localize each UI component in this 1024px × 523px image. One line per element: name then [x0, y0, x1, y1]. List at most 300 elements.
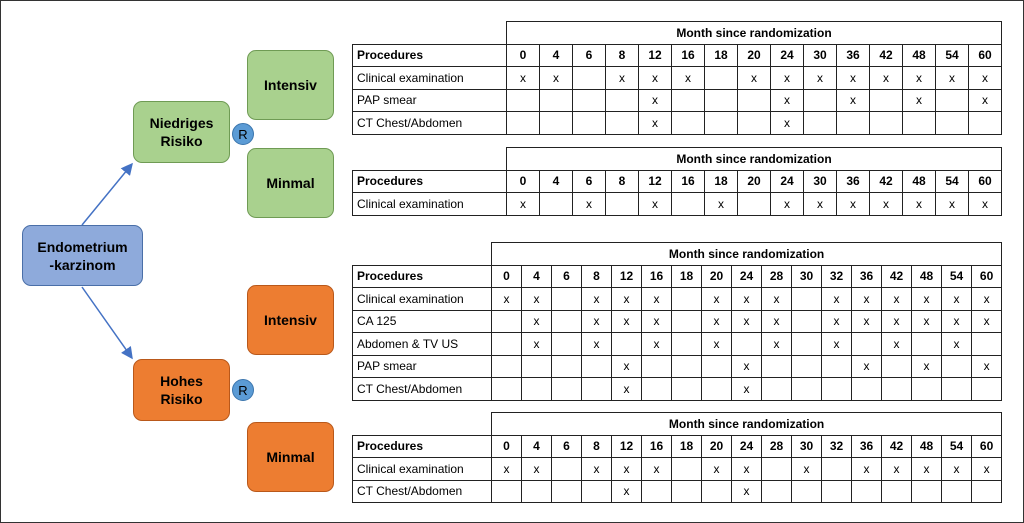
procedure-name-cell: CA 125 — [353, 310, 492, 333]
schedule-mark-cell — [882, 480, 912, 503]
schedule-mark-cell — [792, 310, 822, 333]
schedule-mark-cell — [762, 458, 792, 481]
schedule-mark-cell: x — [912, 288, 942, 311]
schedule-mark-cell — [522, 378, 552, 401]
schedule-mark-cell — [522, 355, 552, 378]
schedule-mark-cell — [705, 112, 738, 135]
schedule-mark-cell: x — [732, 378, 762, 401]
schedule-mark-cell — [573, 89, 606, 112]
schedule-mark-cell: x — [882, 458, 912, 481]
schedule-mark-cell — [606, 89, 639, 112]
low-minimal-arm-label: Minmal — [266, 175, 315, 191]
schedule-mark-cell — [672, 310, 702, 333]
month-header-cell: 48 — [903, 44, 936, 67]
table-header-row — [353, 44, 1002, 67]
table-row — [353, 378, 1002, 401]
high-intensive-arm-label: Intensiv — [264, 312, 317, 328]
schedule-mark-cell — [882, 378, 912, 401]
schedule-mark-cell — [573, 67, 606, 90]
schedule-mark-cell: x — [870, 193, 903, 216]
month-header-cell: 36 — [837, 170, 870, 193]
schedule-mark-cell — [822, 378, 852, 401]
month-header-cell: 4 — [540, 44, 573, 67]
procedure-name-cell: Clinical examination — [353, 67, 507, 90]
schedule-mark-cell: x — [639, 112, 672, 135]
month-header-cell: 42 — [882, 435, 912, 458]
schedule-mark-cell: x — [612, 458, 642, 481]
schedule-mark-cell: x — [522, 310, 552, 333]
schedule-mark-cell: x — [771, 193, 804, 216]
schedule-mark-cell — [936, 89, 969, 112]
schedule-mark-cell — [762, 378, 792, 401]
schedule-mark-cell — [942, 480, 972, 503]
schedule-mark-cell — [552, 378, 582, 401]
schedule-mark-cell — [672, 288, 702, 311]
schedule-mark-cell: x — [972, 288, 1002, 311]
schedule-mark-cell: x — [612, 288, 642, 311]
schedule-mark-cell — [738, 193, 771, 216]
schedule-mark-cell — [738, 89, 771, 112]
table-row — [353, 355, 1002, 378]
schedule-mark-cell — [582, 355, 612, 378]
schedule-mark-cell: x — [972, 355, 1002, 378]
schedule-mark-cell: x — [612, 480, 642, 503]
schedule-mark-cell — [792, 480, 822, 503]
procedure-name-cell: Clinical examination — [353, 288, 492, 311]
month-header-cell: 20 — [738, 44, 771, 67]
schedule-mark-cell: x — [942, 310, 972, 333]
schedule-mark-cell: x — [582, 333, 612, 356]
schedule-mark-cell — [492, 355, 522, 378]
arrow-to-low-risk — [82, 164, 132, 225]
schedule-mark-cell: x — [639, 67, 672, 90]
schedule-mark-cell — [912, 378, 942, 401]
schedule-mark-cell — [582, 480, 612, 503]
month-header-cell: 4 — [522, 265, 552, 288]
schedule-mark-cell: x — [762, 288, 792, 311]
schedule-mark-cell: x — [612, 310, 642, 333]
schedule-mark-cell: x — [573, 193, 606, 216]
schedule-mark-cell — [822, 480, 852, 503]
schedule-mark-cell — [762, 355, 792, 378]
arrow-to-high-risk — [82, 287, 132, 358]
schedule-mark-cell: x — [852, 458, 882, 481]
schedule-mark-cell — [972, 333, 1002, 356]
schedule-mark-cell: x — [903, 67, 936, 90]
table-row — [353, 112, 1002, 135]
procedures-header: Procedures — [353, 170, 507, 193]
schedule-mark-cell — [606, 112, 639, 135]
schedule-mark-cell — [942, 378, 972, 401]
schedule-mark-cell: x — [804, 193, 837, 216]
month-header-cell: 54 — [936, 44, 969, 67]
endometrium-carcinoma-box — [22, 225, 143, 286]
schedule-mark-cell: x — [822, 310, 852, 333]
schedule-mark-cell — [903, 112, 936, 135]
schedule-mark-cell — [642, 480, 672, 503]
month-header-cell: 0 — [507, 170, 540, 193]
schedule-mark-cell: x — [837, 67, 870, 90]
month-header-cell: 0 — [507, 44, 540, 67]
low-risk-box — [133, 101, 230, 163]
table-row — [353, 67, 1002, 90]
month-header-cell: 4 — [522, 435, 552, 458]
month-header-cell: 8 — [582, 435, 612, 458]
schedule-mark-cell: x — [972, 458, 1002, 481]
schedule-mark-cell — [606, 193, 639, 216]
low-intensive-arm-label: Intensiv — [264, 77, 317, 93]
month-header-cell: 18 — [705, 170, 738, 193]
schedule-mark-cell — [705, 67, 738, 90]
schedule-mark-cell: x — [702, 310, 732, 333]
month-header-cell: 24 — [771, 170, 804, 193]
schedule-mark-cell: x — [882, 333, 912, 356]
month-header-cell: 30 — [804, 170, 837, 193]
schedule-mark-cell — [870, 112, 903, 135]
schedule-mark-cell — [792, 333, 822, 356]
schedule-mark-cell: x — [522, 458, 552, 481]
month-header-cell: 0 — [492, 435, 522, 458]
schedule-mark-cell — [804, 89, 837, 112]
schedule-mark-cell: x — [903, 89, 936, 112]
schedule-mark-cell — [912, 333, 942, 356]
schedule-mark-cell — [804, 112, 837, 135]
schedule-mark-cell: x — [492, 458, 522, 481]
schedule-mark-cell: x — [672, 67, 705, 90]
schedule-table-high-intensive — [352, 242, 1002, 401]
procedure-name-cell: PAP smear — [353, 355, 492, 378]
month-header-cell: 54 — [942, 265, 972, 288]
month-header-cell: 18 — [705, 44, 738, 67]
month-header-cell: 4 — [540, 170, 573, 193]
schedule-table-low-intensive — [352, 21, 1002, 135]
month-header-cell: 36 — [837, 44, 870, 67]
schedule-mark-cell: x — [492, 288, 522, 311]
month-header-cell: 20 — [702, 265, 732, 288]
schedule-mark-cell: x — [762, 333, 792, 356]
month-header-cell: 30 — [804, 44, 837, 67]
table-title: Month since randomization — [492, 243, 1002, 266]
schedule-mark-cell: x — [822, 333, 852, 356]
schedule-table-high-minimal — [352, 412, 1002, 503]
schedule-mark-cell — [936, 112, 969, 135]
schedule-mark-cell: x — [771, 67, 804, 90]
month-header-cell: 36 — [852, 435, 882, 458]
schedule-mark-cell: x — [882, 310, 912, 333]
schedule-mark-cell: x — [732, 480, 762, 503]
schedule-mark-cell — [702, 480, 732, 503]
schedule-table-low-minimal — [352, 147, 1002, 216]
month-header-cell: 42 — [882, 265, 912, 288]
month-header-cell: 28 — [762, 265, 792, 288]
month-header-cell: 16 — [642, 435, 672, 458]
month-header-cell: 24 — [732, 265, 762, 288]
schedule-mark-cell — [792, 288, 822, 311]
month-header-cell: 16 — [672, 170, 705, 193]
table-header-row — [353, 435, 1002, 458]
schedule-mark-cell: x — [771, 112, 804, 135]
schedule-mark-cell: x — [639, 193, 672, 216]
procedure-name-cell: CT Chest/Abdomen — [353, 480, 492, 503]
schedule-mark-cell: x — [912, 355, 942, 378]
schedule-mark-cell — [642, 378, 672, 401]
schedule-mark-cell — [672, 480, 702, 503]
high-risk-box — [133, 359, 230, 421]
schedule-mark-cell: x — [837, 193, 870, 216]
endometrium-carcinoma-label: Endometrium -karzinom — [37, 238, 128, 273]
schedule-mark-cell — [822, 458, 852, 481]
month-header-cell: 12 — [639, 170, 672, 193]
schedule-mark-cell — [969, 112, 1002, 135]
schedule-mark-cell — [882, 355, 912, 378]
schedule-mark-cell — [492, 333, 522, 356]
schedule-mark-cell: x — [870, 67, 903, 90]
schedule-mark-cell: x — [969, 67, 1002, 90]
table-corner-blank — [353, 243, 492, 266]
schedule-mark-cell — [492, 378, 522, 401]
month-header-cell: 54 — [942, 435, 972, 458]
schedule-mark-cell: x — [732, 310, 762, 333]
schedule-mark-cell — [837, 112, 870, 135]
month-header-cell: 24 — [732, 435, 762, 458]
month-header-cell: 24 — [771, 44, 804, 67]
low-minimal-arm-box — [247, 148, 334, 218]
schedule-mark-cell — [732, 333, 762, 356]
schedule-mark-cell — [792, 355, 822, 378]
table-corner-blank — [353, 148, 507, 171]
schedule-mark-cell — [672, 193, 705, 216]
schedule-mark-cell — [672, 333, 702, 356]
schedule-mark-cell: x — [771, 89, 804, 112]
schedule-mark-cell: x — [936, 67, 969, 90]
procedure-name-cell: Abdomen & TV US — [353, 333, 492, 356]
procedures-header: Procedures — [353, 265, 492, 288]
schedule-mark-cell: x — [837, 89, 870, 112]
schedule-mark-cell — [642, 355, 672, 378]
month-header-cell: 20 — [738, 170, 771, 193]
high-intensive-arm-box — [247, 285, 334, 355]
schedule-mark-cell — [672, 355, 702, 378]
schedule-mark-cell: x — [507, 67, 540, 90]
schedule-mark-cell — [912, 480, 942, 503]
procedure-name-cell: Clinical examination — [353, 458, 492, 481]
table-corner-blank — [353, 22, 507, 45]
schedule-mark-cell — [540, 112, 573, 135]
high-risk-label: Hohes Risiko — [160, 373, 203, 407]
schedule-mark-cell: x — [702, 458, 732, 481]
schedule-mark-cell — [507, 89, 540, 112]
schedule-mark-cell: x — [582, 458, 612, 481]
schedule-mark-cell: x — [642, 310, 672, 333]
schedule-mark-cell: x — [969, 89, 1002, 112]
month-header-cell: 30 — [792, 435, 822, 458]
schedule-mark-cell — [852, 378, 882, 401]
high-minimal-arm-box — [247, 422, 334, 492]
table-header-row — [353, 265, 1002, 288]
month-header-cell: 48 — [912, 435, 942, 458]
month-header-cell: 60 — [972, 265, 1002, 288]
schedule-mark-cell: x — [762, 310, 792, 333]
schedule-mark-cell: x — [612, 355, 642, 378]
schedule-mark-cell — [702, 355, 732, 378]
month-header-cell: 8 — [606, 44, 639, 67]
schedule-mark-cell: x — [792, 458, 822, 481]
schedule-mark-cell: x — [822, 288, 852, 311]
schedule-mark-cell: x — [942, 458, 972, 481]
schedule-mark-cell — [852, 333, 882, 356]
schedule-mark-cell — [507, 112, 540, 135]
schedule-mark-cell: x — [804, 67, 837, 90]
randomization-circle-low: R — [232, 123, 254, 145]
schedule-mark-cell: x — [732, 355, 762, 378]
schedule-mark-cell — [738, 112, 771, 135]
schedule-mark-cell: x — [702, 333, 732, 356]
schedule-mark-cell: x — [969, 193, 1002, 216]
schedule-mark-cell — [552, 333, 582, 356]
month-header-cell: 6 — [573, 170, 606, 193]
month-header-cell: 18 — [672, 265, 702, 288]
schedule-mark-cell — [552, 458, 582, 481]
schedule-mark-cell: x — [642, 288, 672, 311]
schedule-mark-cell — [972, 480, 1002, 503]
schedule-mark-cell: x — [852, 288, 882, 311]
month-header-cell: 6 — [552, 265, 582, 288]
schedule-mark-cell: x — [852, 355, 882, 378]
schedule-mark-cell — [942, 355, 972, 378]
schedule-mark-cell: x — [912, 458, 942, 481]
schedule-mark-cell — [792, 378, 822, 401]
low-intensive-arm-box — [247, 50, 334, 120]
schedule-mark-cell — [672, 378, 702, 401]
schedule-mark-cell — [822, 355, 852, 378]
schedule-mark-cell: x — [582, 310, 612, 333]
table-title: Month since randomization — [507, 148, 1002, 171]
table-row — [353, 193, 1002, 216]
schedule-mark-cell — [492, 480, 522, 503]
schedule-mark-cell — [705, 89, 738, 112]
schedule-mark-cell: x — [606, 67, 639, 90]
schedule-mark-cell — [552, 355, 582, 378]
month-header-cell: 18 — [672, 435, 702, 458]
schedule-mark-cell: x — [882, 288, 912, 311]
schedule-mark-cell — [762, 480, 792, 503]
schedule-mark-cell: x — [642, 333, 672, 356]
table-row — [353, 89, 1002, 112]
table-header-row — [353, 170, 1002, 193]
month-header-cell: 6 — [552, 435, 582, 458]
schedule-mark-cell — [552, 310, 582, 333]
schedule-mark-cell: x — [936, 193, 969, 216]
schedule-mark-cell: x — [705, 193, 738, 216]
schedule-mark-cell: x — [903, 193, 936, 216]
month-header-cell: 8 — [582, 265, 612, 288]
schedule-mark-cell: x — [852, 310, 882, 333]
schedule-mark-cell — [582, 378, 612, 401]
schedule-mark-cell: x — [702, 288, 732, 311]
table-row — [353, 310, 1002, 333]
month-header-cell: 42 — [870, 170, 903, 193]
month-header-cell: 42 — [870, 44, 903, 67]
schedule-mark-cell: x — [639, 89, 672, 112]
table-corner-blank — [353, 413, 492, 436]
month-header-cell: 8 — [606, 170, 639, 193]
month-header-cell: 20 — [702, 435, 732, 458]
schedule-mark-cell — [870, 89, 903, 112]
month-header-cell: 48 — [912, 265, 942, 288]
schedule-mark-cell: x — [942, 333, 972, 356]
schedule-mark-cell — [672, 89, 705, 112]
month-header-cell: 28 — [762, 435, 792, 458]
schedule-mark-cell — [522, 480, 552, 503]
month-header-cell: 32 — [822, 435, 852, 458]
month-header-cell: 16 — [642, 265, 672, 288]
schedule-mark-cell — [492, 310, 522, 333]
schedule-mark-cell: x — [732, 288, 762, 311]
table-title: Month since randomization — [492, 413, 1002, 436]
schedule-mark-cell: x — [972, 310, 1002, 333]
schedule-mark-cell — [552, 288, 582, 311]
schedule-mark-cell: x — [540, 67, 573, 90]
month-header-cell: 12 — [639, 44, 672, 67]
table-row — [353, 333, 1002, 356]
schedule-mark-cell — [852, 480, 882, 503]
schedule-mark-cell: x — [612, 378, 642, 401]
schedule-mark-cell — [612, 333, 642, 356]
month-header-cell: 16 — [672, 44, 705, 67]
schedule-mark-cell — [540, 193, 573, 216]
table-row — [353, 288, 1002, 311]
schedule-mark-cell: x — [732, 458, 762, 481]
high-minimal-arm-label: Minmal — [266, 449, 315, 465]
month-header-cell: 12 — [612, 265, 642, 288]
table-row — [353, 458, 1002, 481]
table-title: Month since randomization — [507, 22, 1002, 45]
month-header-cell: 12 — [612, 435, 642, 458]
schedule-mark-cell — [702, 378, 732, 401]
month-header-cell: 30 — [792, 265, 822, 288]
month-header-cell: 36 — [852, 265, 882, 288]
schedule-mark-cell: x — [912, 310, 942, 333]
month-header-cell: 60 — [969, 44, 1002, 67]
randomization-circle-high: R — [232, 379, 254, 401]
month-header-cell: 60 — [969, 170, 1002, 193]
schedule-mark-cell: x — [642, 458, 672, 481]
schedule-mark-cell: x — [522, 288, 552, 311]
schedule-mark-cell: x — [582, 288, 612, 311]
schedule-mark-cell — [672, 112, 705, 135]
month-header-cell: 60 — [972, 435, 1002, 458]
procedures-header: Procedures — [353, 44, 507, 67]
schedule-mark-cell — [972, 378, 1002, 401]
schedule-mark-cell — [552, 480, 582, 503]
schedule-mark-cell: x — [522, 333, 552, 356]
schedule-mark-cell: x — [507, 193, 540, 216]
month-header-cell: 0 — [492, 265, 522, 288]
procedure-name-cell: Clinical examination — [353, 193, 507, 216]
month-header-cell: 6 — [573, 44, 606, 67]
procedures-header: Procedures — [353, 435, 492, 458]
procedure-name-cell: CT Chest/Abdomen — [353, 378, 492, 401]
table-row — [353, 480, 1002, 503]
schedule-mark-cell: x — [738, 67, 771, 90]
schedule-mark-cell — [672, 458, 702, 481]
procedure-name-cell: CT Chest/Abdomen — [353, 112, 507, 135]
procedure-name-cell: PAP smear — [353, 89, 507, 112]
month-header-cell: 54 — [936, 170, 969, 193]
schedule-mark-cell — [573, 112, 606, 135]
low-risk-label: Niedriges Risiko — [149, 115, 214, 149]
schedule-mark-cell: x — [942, 288, 972, 311]
